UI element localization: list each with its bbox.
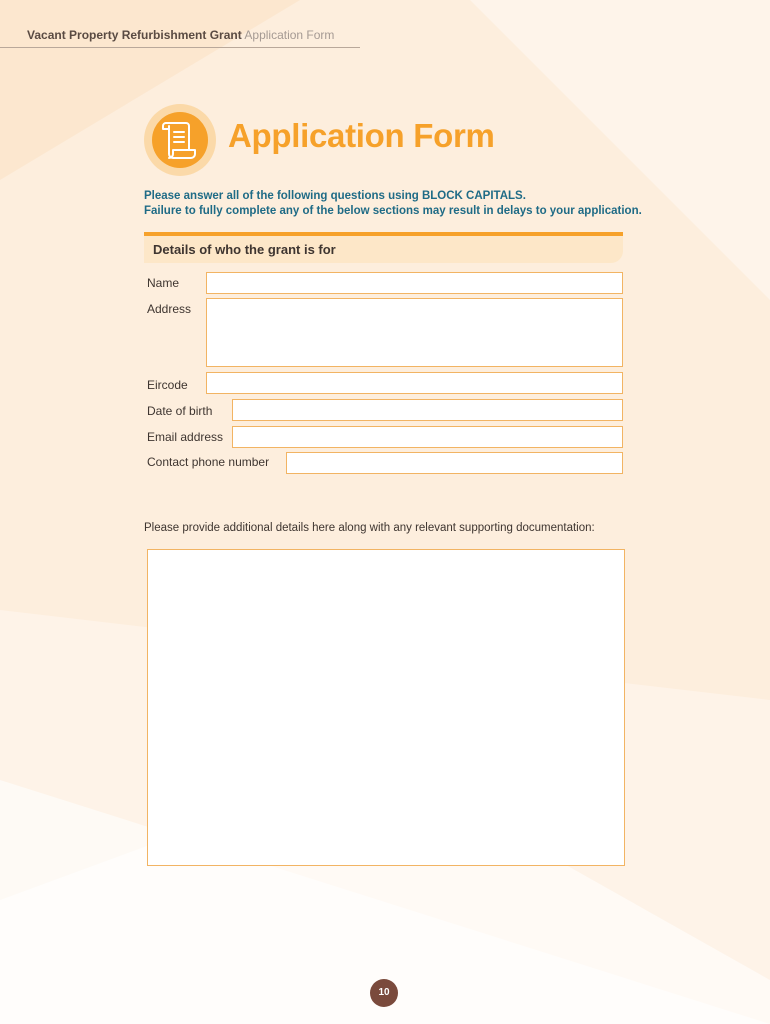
additional-details-label: Please provide additional details here along with any relevant supporting documentation:	[144, 522, 595, 534]
name-field[interactable]	[206, 272, 623, 294]
email-label: Email address	[147, 430, 224, 444]
additional-details-field[interactable]	[147, 549, 625, 866]
instruction-line-2: Failure to fully complete any of the below sections may result in delays to your application.	[144, 205, 642, 217]
date-of-birth-label: Date of birth	[147, 404, 213, 418]
name-label: Name	[147, 276, 180, 290]
phone-field[interactable]	[286, 452, 623, 474]
page-number-badge: 10	[370, 979, 398, 1007]
email-field[interactable]	[232, 426, 623, 448]
page-title: Application Form	[228, 117, 495, 154]
date-of-birth-field[interactable]	[232, 399, 623, 421]
instruction-line-1: Please answer all of the following questions using BLOCK CAPITALS.	[144, 190, 526, 202]
eircode-field[interactable]	[206, 372, 623, 394]
running-header-subtitle: Application Form	[244, 28, 335, 42]
document-scroll-icon	[144, 104, 216, 176]
section-heading: Details of who the grant is for	[153, 242, 336, 257]
section-header	[144, 232, 623, 263]
instructions	[144, 189, 704, 219]
phone-label: Contact phone number	[147, 455, 270, 469]
address-label: Address	[147, 302, 192, 316]
running-header-title: Vacant Property Refurbishment Grant	[27, 28, 242, 42]
eircode-label: Eircode	[147, 378, 188, 392]
address-field[interactable]	[206, 298, 623, 367]
running-header	[0, 0, 360, 48]
